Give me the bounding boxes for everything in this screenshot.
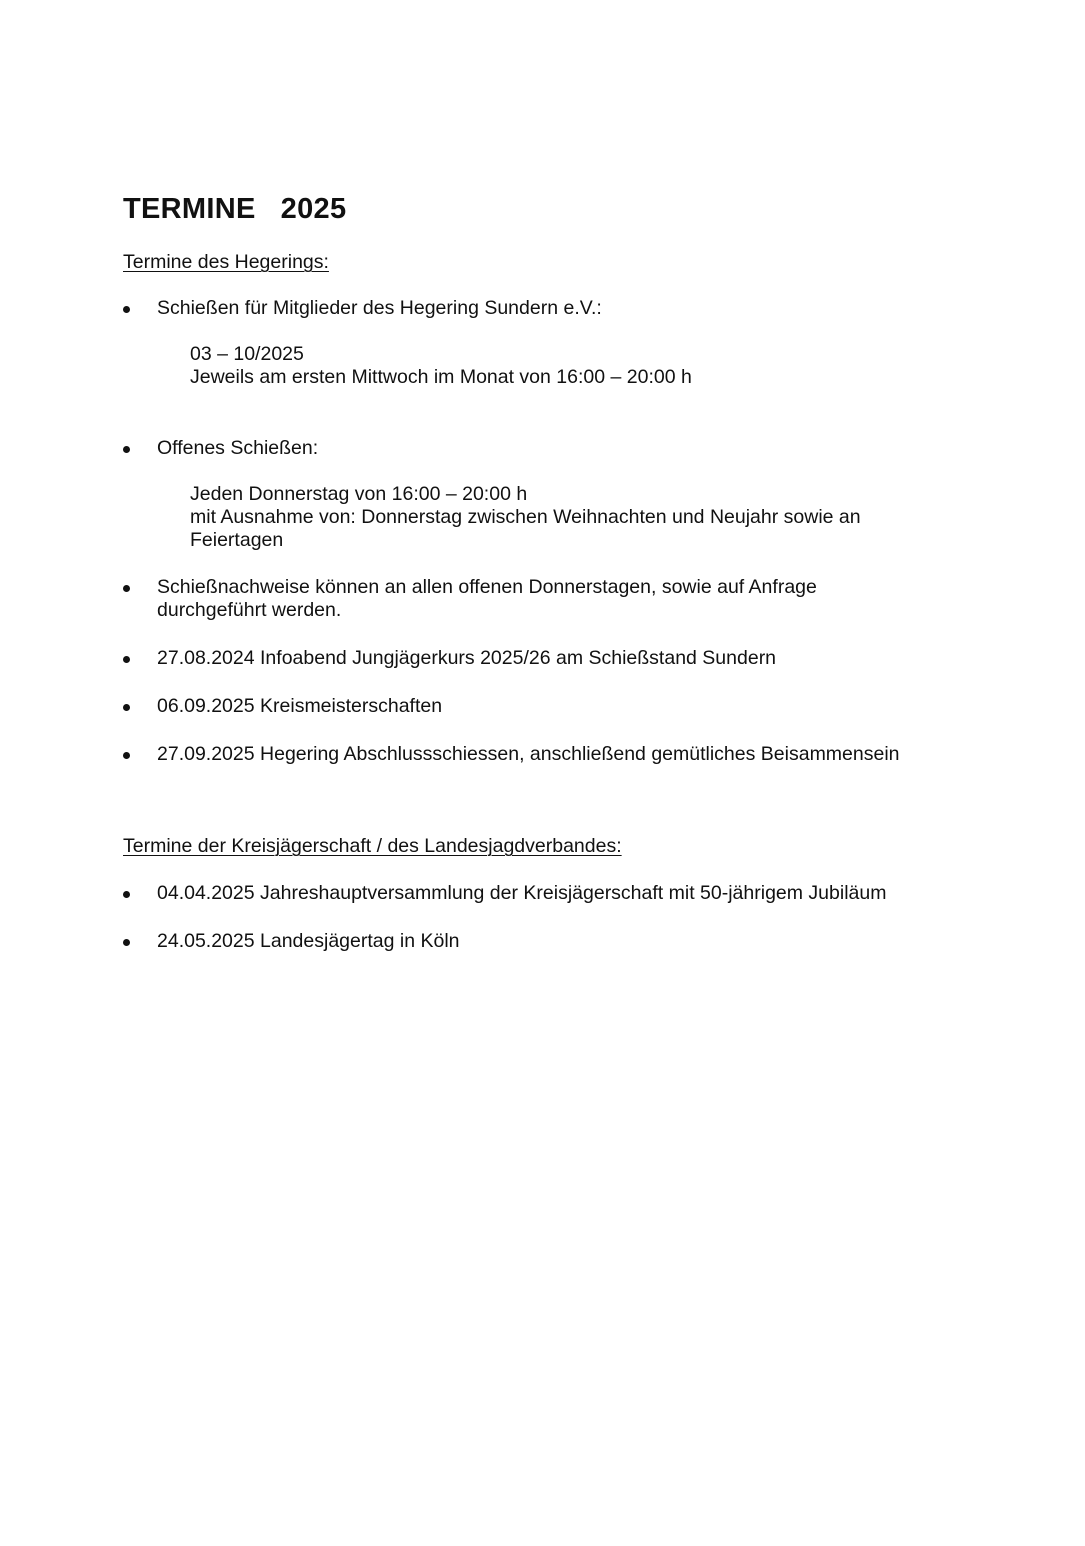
- bullet-icon: [123, 704, 130, 711]
- list-item-text: 27.09.2025 Hegering Abschlussschiessen, anschließend gemütliches Beisammensein: [157, 743, 900, 765]
- bullet-icon: [123, 446, 130, 453]
- list-item-text: 04.04.2025 Jahreshauptversammlung der Kreisjägerschaft mit 50-jährigem Jubiläum: [157, 882, 887, 904]
- detail-line: Jeden Donnerstag von 16:00 – 20:00 h: [190, 483, 528, 505]
- list-item-text: Schießen für Mitglieder des Hegering Sundern e.V.:: [157, 297, 602, 319]
- bullet-icon: [123, 306, 130, 313]
- bullet-icon: [123, 752, 130, 759]
- bullet-icon: [123, 585, 130, 592]
- list-item-text: [157, 576, 997, 622]
- section-heading-hegering: Termine des Hegerings:: [123, 251, 329, 273]
- bullet-icon: [123, 656, 130, 663]
- bullet-icon: [123, 891, 130, 898]
- bullet-icon: [123, 939, 130, 946]
- list-item-text: 06.09.2025 Kreismeisterschaften: [157, 695, 443, 717]
- detail-line: 03 – 10/2025: [190, 343, 304, 365]
- list-item-line: Schießnachweise können an allen offenen Donnerstagen, sowie auf Anfrage: [157, 576, 817, 598]
- item-details: [190, 343, 950, 389]
- list-item-text: 27.08.2024 Infoabend Jungjägerkurs 2025/26 am Schießstand Sundern: [157, 647, 777, 669]
- list-item-line: durchgeführt werden.: [157, 599, 342, 621]
- detail-line: Jeweils am ersten Mittwoch im Monat von 16:00 – 20:00 h: [190, 366, 692, 388]
- detail-line: Feiertagen: [190, 529, 284, 551]
- list-item-text: 24.05.2025 Landesjägertag in Köln: [157, 930, 460, 952]
- list-item-text: Offenes Schießen:: [157, 437, 319, 459]
- item-details: [190, 483, 950, 552]
- detail-line: mit Ausnahme von: Donnerstag zwischen Weihnachten und Neujahr sowie an: [190, 506, 861, 528]
- section-heading-kreis: Termine der Kreisjägerschaft / des Landesjagdverbandes:: [123, 835, 622, 857]
- page-title: TERMINE 2025: [123, 193, 347, 225]
